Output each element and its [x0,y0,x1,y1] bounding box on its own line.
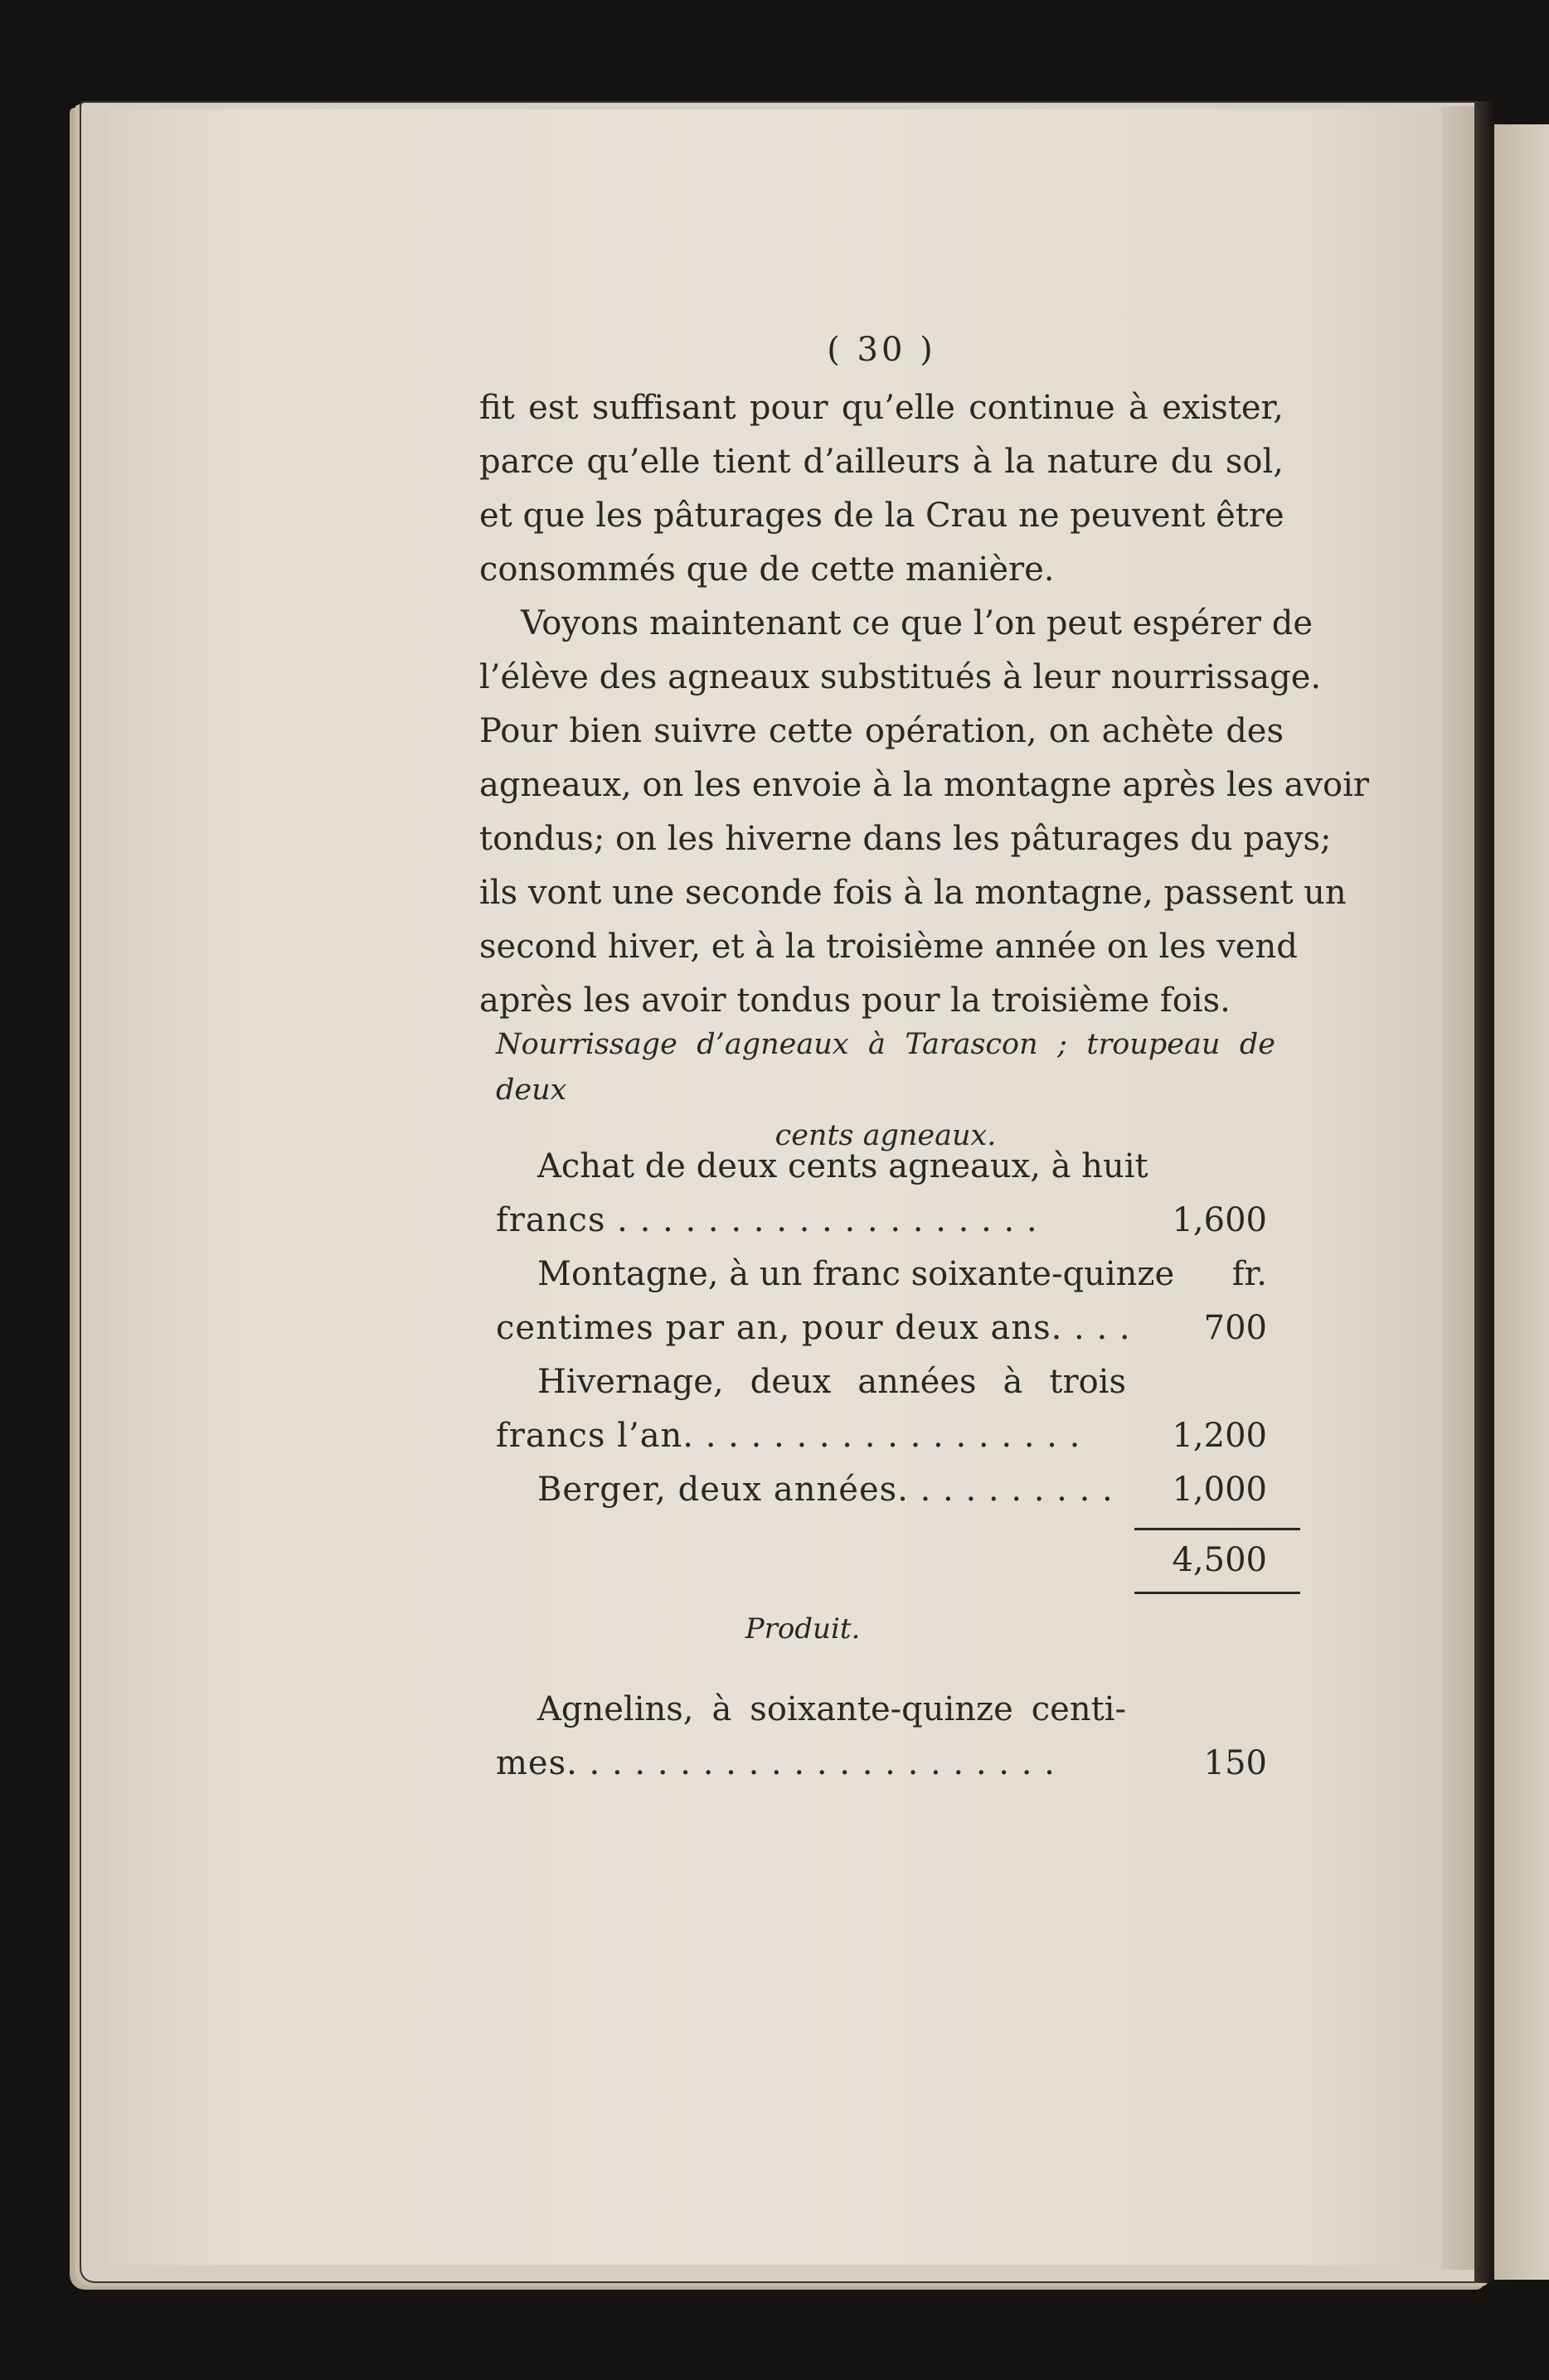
ledger-amount: 700 [1203,1309,1267,1347]
ledger-row [496,1737,1325,1791]
ledger-row [496,1140,1325,1194]
ledger-description: francs l’an. . . . . . . . . . . . . . . . . . [496,1417,1081,1455]
text-line: tondus; on les hiverne dans les pâturages du pays; [479,820,1332,858]
text-line: l’élève des agneaux substitués à leur nourrissage. [479,658,1322,696]
text-line: agneaux, on les envoie à la montagne après les avoir [479,766,1370,804]
paragraph-2 [479,597,1370,1028]
expense-ledger [496,1140,1325,1782]
binding-gutter [1474,101,1494,2283]
text-line: consommés que de cette manière. [479,550,1055,589]
text-line: et que les pâturages de la Crau ne peuvent être [479,497,1284,535]
ledger-description: Hivernage, deux années à trois [537,1363,1126,1401]
ledger-amount: 150 [1203,1744,1267,1782]
ledger-description: Berger, deux années. . . . . . . . . . [537,1471,1114,1509]
ledger-description: centimes par an, pour deux ans. . . . [496,1309,1131,1347]
caption-line: Nourrissage d’agneaux à Tarascon ; troupeau de deux [496,1028,1275,1107]
ledger-row [496,1409,1325,1463]
ledger-row [496,1355,1325,1409]
ledger-row [496,1683,1325,1737]
facing-page-edge [1494,124,1549,2280]
ledger-amount: 1,600 fr. [1172,1201,1267,1293]
ledger-description: Achat de deux cents agneaux, à huit [537,1147,1148,1185]
text-line: parce qu’elle tient d’ailleurs à la nature du sol, [479,443,1284,481]
ledger-amount: 1,200 [1172,1417,1267,1455]
ledger-row [496,1248,1325,1301]
ledger-total-row [496,1534,1325,1587]
text-line: ils vont une seconde fois à la montagne, passent un [479,874,1347,912]
text-line: fit est suffisant pour qu’elle continue à exister, [479,389,1284,427]
table-caption [496,1022,1275,1159]
text-line: second hiver, et à la troisième année on les vend [479,928,1298,966]
section-heading-produit: Produit. [745,1612,861,1646]
ledger-description: Montagne, à un franc soixante-quinze [537,1255,1175,1293]
caption-line: cents agneaux. [774,1119,997,1152]
ledger-description: Agnelins, à soixante-quinze centi- [537,1690,1126,1728]
ledger-row [496,1301,1325,1355]
ledger-description: mes. . . . . . . . . . . . . . . . . . . . . . [496,1744,1056,1782]
paragraph-1 [479,381,1284,597]
ledger-amount: 1,000 [1172,1471,1267,1509]
text-line: Pour bien suivre cette opération, on achète des [479,712,1284,750]
page-number: ( 30 ) [827,331,936,369]
text-line: après les avoir tondus pour la troisième fois. [479,982,1231,1020]
page-edge [1441,106,1474,2270]
ledger-total: 4,500 [1172,1541,1267,1579]
sum-rule [1134,1592,1300,1594]
ledger-description: francs . . . . . . . . . . . . . . . . . . . [496,1201,1038,1239]
ledger-row [496,1463,1325,1517]
sum-rule [1134,1528,1300,1530]
text-line: Voyons maintenant ce que l’on peut espérer de [521,604,1313,642]
